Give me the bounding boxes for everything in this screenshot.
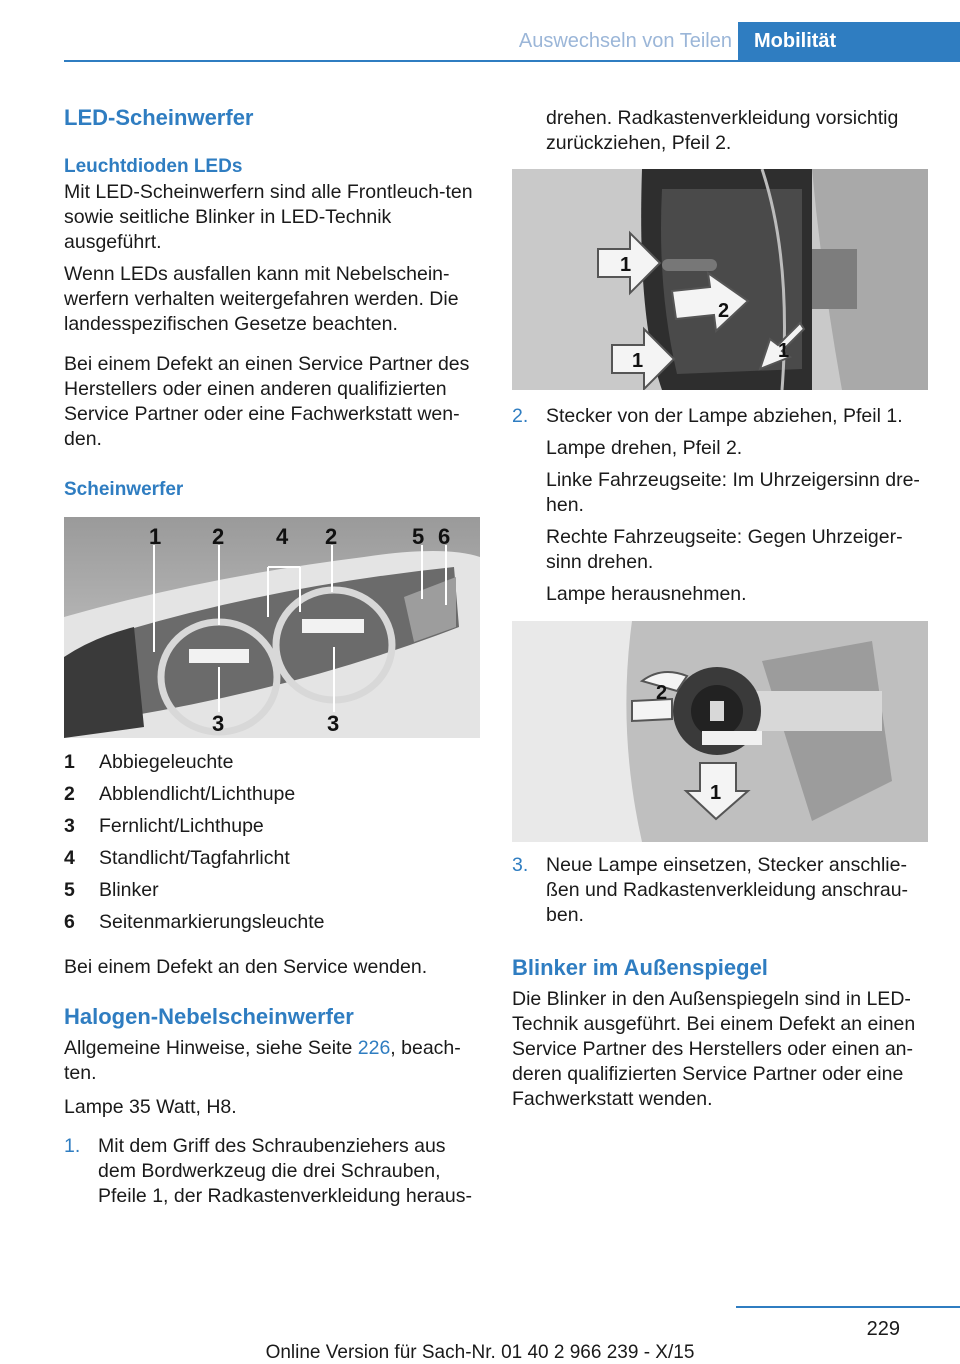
step-text: Lampe drehen, Pfeil 2.: [546, 437, 743, 459]
step-text: Stecker von der Lampe abziehen, Pfeil 1.: [546, 405, 903, 427]
bulb-illustration: [512, 621, 928, 842]
step-number: 2.: [512, 405, 529, 427]
headlight-label: 3: [327, 711, 340, 736]
headlight-illustration: [64, 517, 480, 738]
heading-blinker-aussenspiegel: Blinker im Außenspiegel: [512, 955, 768, 980]
wheelarch-figure: [512, 169, 928, 390]
page-reference-link[interactable]: 226: [357, 1037, 391, 1059]
text-segment: Allgemeine Hinweise, siehe Seite: [64, 1037, 358, 1059]
paragraph-lampe: Lampe 35 Watt, H8.: [64, 1096, 237, 1118]
legend-number: 1: [64, 751, 75, 773]
legend-text: Seitenmarkierungsleuchte: [99, 911, 325, 933]
step-number: 1.: [64, 1135, 81, 1157]
heading-led-scheinwerfer: LED-Scheinwerfer: [64, 105, 254, 130]
legend-text: Fernlicht/Lichthupe: [99, 815, 264, 837]
step-text: Rechte Fahrzeugseite: Gegen Uhrzeiger-sinn drehen.: [546, 526, 903, 573]
text-segment: ten.: [64, 1062, 97, 1084]
wheelarch-label: 2: [718, 300, 730, 322]
paragraph-led-ausfall: Wenn LEDs ausfallen kann mit Nebelschein-werfern verhalten weitergefahren werden. Die landesspezifischen Gesetze beachten.: [64, 263, 459, 335]
step-text: Mit dem Griff des Schraubenziehers aus dem Bordwerkzeug die drei Schrauben, Pfeile 1, der Radkastenverkleidung heraus-: [98, 1135, 472, 1207]
footer-version-text: Online Version für Sach-Nr. 01 40 2 966 239 - X/15: [265, 1342, 695, 1363]
bulb-label: 1: [710, 782, 722, 804]
subheading-leuchtdioden: Leuchtdioden LEDs: [64, 156, 243, 177]
wheelarch-label: 1: [620, 254, 632, 276]
legend-number: 4: [64, 847, 75, 869]
legend-text: Abblendlicht/Lichthupe: [99, 783, 296, 805]
legend-text: Standlicht/Tagfahrlicht: [99, 847, 290, 869]
paragraph-allgemeine-hinweise: [64, 1036, 482, 1086]
text-segment: , beach-: [390, 1037, 461, 1059]
legend-number: 2: [64, 783, 75, 805]
legend-number: 3: [64, 815, 75, 837]
headlight-label: 3: [212, 711, 225, 736]
step-text: Neue Lampe einsetzen, Stecker anschlie-ßen und Radkastenverkleidung anschrau-ben.: [546, 854, 909, 926]
header-section-title: Auswechseln von Teilen: [518, 30, 732, 52]
step-3: [512, 853, 932, 933]
step-number: 3.: [512, 854, 529, 876]
legend-number: 5: [64, 879, 75, 901]
subheading-scheinwerfer: Scheinwerfer: [64, 479, 184, 500]
step-text: Lampe herausnehmen.: [546, 583, 747, 605]
step-2: [512, 404, 932, 604]
headlight-label: 6: [438, 524, 451, 549]
page-number: 229: [866, 1318, 900, 1340]
paragraph-led-intro: Mit LED-Scheinwerfern sind alle Frontleuch-ten sowie seitliche Blinker in LED-Technik ausgeführt.: [64, 181, 473, 253]
paragraph-service: Bei einem Defekt an den Service wenden.: [64, 956, 428, 978]
headlight-label: 2: [212, 524, 225, 549]
paragraph-led-defekt: Bei einem Defekt an einen Service Partner des Herstellers oder einen anderen qualifizierten Service Partner oder eine Fachwerkstatt wen-den.: [64, 353, 470, 450]
step-2-instructions: [546, 404, 932, 607]
headlight-figure: [64, 517, 480, 738]
step-text: Linke Fahrzeugseite: Im Uhrzeigersinn dre-hen.: [546, 469, 920, 516]
legend-text: Abbiegeleuchte: [99, 751, 234, 773]
heading-halogen-nebelscheinwerfer: Halogen-Nebelscheinwerfer: [64, 1004, 354, 1029]
legend-number: 6: [64, 911, 75, 933]
footer-rule: [736, 1306, 960, 1308]
legend-text: Blinker: [99, 879, 159, 901]
step-1-continuation: drehen. Radkastenverkleidung vorsichtig zurückziehen, Pfeil 2.: [546, 107, 899, 154]
wheelarch-label: 1: [778, 340, 790, 362]
headlight-label: 4: [276, 524, 289, 549]
headlight-label: 2: [325, 524, 338, 549]
header-rule: [64, 60, 960, 62]
bulb-figure: [512, 621, 928, 842]
wheelarch-label: 1: [632, 350, 644, 372]
header-chapter-tab: Mobilität: [738, 22, 960, 62]
paragraph-blinker: Die Blinker in den Außenspiegeln sind in LED-Technik ausgeführt. Bei einem Defekt an einen Service Partner des Herstellers oder einen an-deren qualifizierten Service Partner oder eine Fachwerkstatt wenden.: [512, 988, 916, 1110]
bulb-label: 2: [656, 682, 668, 704]
headlight-label: 5: [412, 524, 425, 549]
wheelarch-illustration: [512, 169, 928, 390]
step-1: [64, 1134, 484, 1214]
headlight-label: 1: [149, 524, 162, 549]
